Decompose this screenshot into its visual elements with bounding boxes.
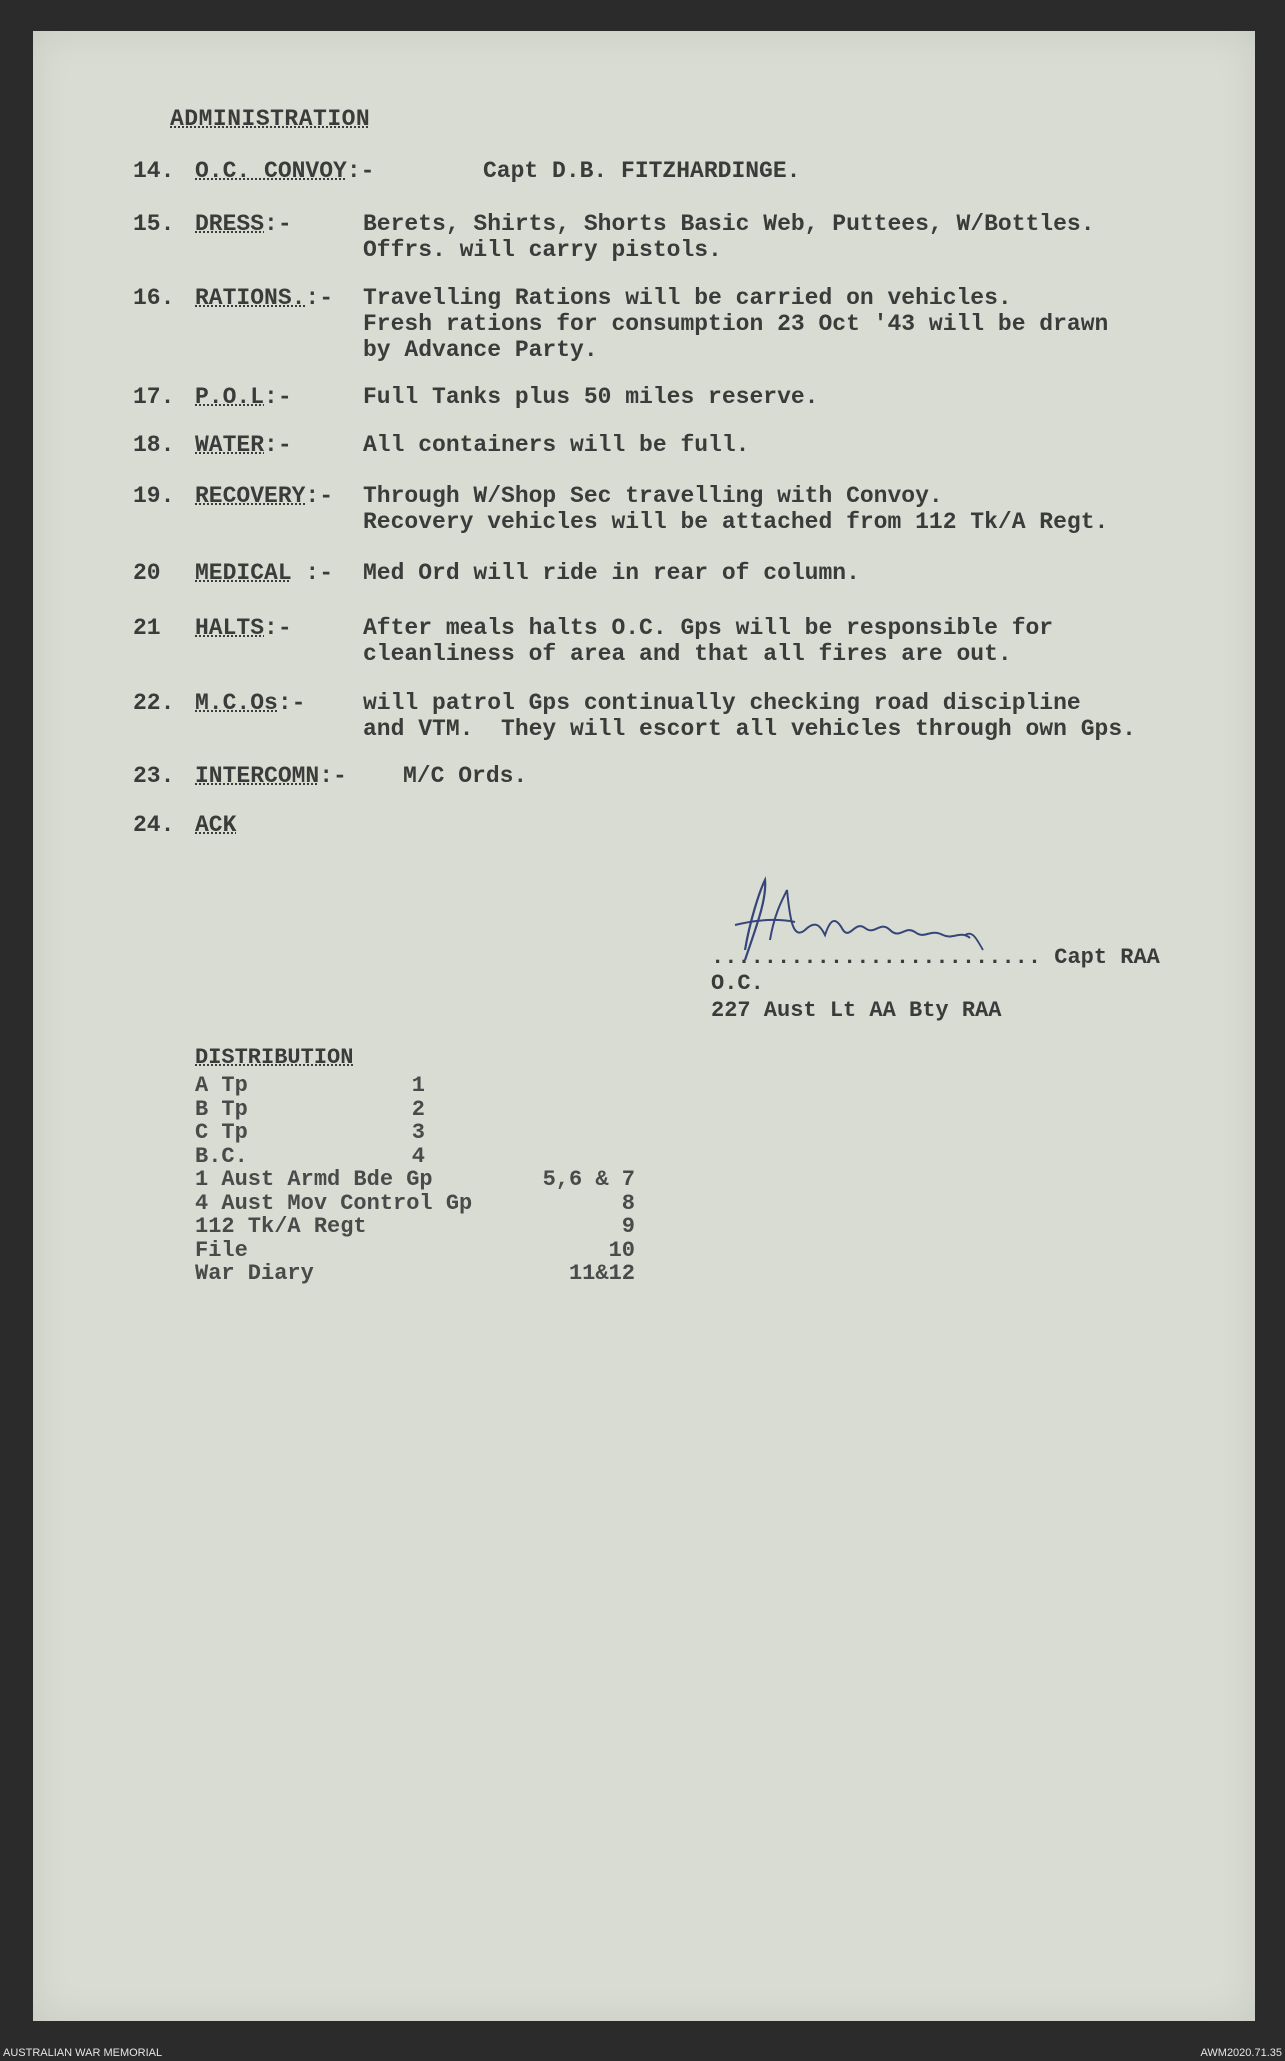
item-text-line: Capt D.B. FITZHARDINGE. [483, 158, 801, 184]
item-label-group [195, 763, 347, 789]
item-text-line: will patrol Gps continually checking road discipline [363, 690, 1081, 716]
distribution-recipient: 112 Tk/A Regt [195, 1214, 367, 1239]
item-label-group [195, 211, 292, 237]
distribution-copy-number: 8 [621, 1190, 635, 1216]
item-text-line: Travelling Rations will be carried on vehicles. [363, 285, 1012, 311]
item-number: 22. [133, 690, 175, 716]
item-label-group [195, 483, 333, 509]
distribution-row [195, 1167, 635, 1192]
item-separator: :- [319, 763, 347, 789]
distribution-copy-number: 10 [608, 1237, 635, 1263]
item-separator: :- [277, 690, 306, 716]
item-text-line: Fresh rations for consumption 23 Oct '43 will be drawn [363, 311, 1109, 337]
distribution-title: DISTRIBUTION [195, 1045, 354, 1070]
distribution-copy-number: 4 [411, 1143, 425, 1169]
item-text [363, 483, 1108, 535]
item-label-group [195, 432, 292, 458]
item-text [363, 690, 1136, 742]
distribution-row [195, 1238, 635, 1263]
section-heading: ADMINISTRATION [170, 106, 371, 132]
item-separator: :- [264, 211, 292, 237]
item-number: 17. [133, 384, 175, 410]
distribution-copy-number: 1 [411, 1073, 425, 1098]
item-text-line: by Advance Party. [363, 337, 598, 363]
item-text-line: All containers will be full. [363, 432, 750, 458]
item-label-group [195, 384, 292, 410]
item-label-group [195, 615, 292, 641]
item-separator: :- [291, 560, 334, 586]
item-text [483, 158, 800, 184]
item-separator: :- [264, 432, 292, 458]
item-text-line: Recovery vehicles will be attached from 112 Tk/A Regt. [363, 509, 1109, 535]
item-label: WATER [195, 432, 265, 458]
item-label: HALTS [195, 615, 265, 641]
distribution-row [195, 1097, 635, 1122]
distribution-row [195, 1261, 635, 1286]
item-text [363, 432, 749, 458]
item-text-line: Offrs. will carry pistols. [363, 237, 722, 263]
distribution-copy-number: 3 [411, 1120, 425, 1145]
distribution-row [195, 1144, 635, 1169]
distribution-row [195, 1073, 635, 1098]
signature-dotted-line: ......................... Capt RAA [711, 945, 1160, 970]
item-number: 24. [133, 812, 175, 838]
item-label-group [195, 285, 333, 311]
item-number: 14. [133, 158, 175, 184]
item-separator: :- [346, 158, 375, 184]
item-text [403, 763, 527, 789]
item-number: 18. [133, 432, 175, 458]
signature-rank: Capt RAA [1054, 945, 1160, 970]
distribution-recipient: 1 Aust Armd Bde Gp [195, 1167, 433, 1192]
item-number: 15. [133, 211, 175, 237]
item-text-line: Through W/Shop Sec travelling with Convoy. [363, 483, 943, 509]
distribution-recipient: B.C. [195, 1143, 248, 1169]
item-text [363, 384, 818, 410]
item-label-group [195, 158, 374, 184]
item-number: 19. [133, 483, 175, 509]
item-number: 21 [133, 615, 161, 641]
item-label: DRESS [195, 211, 265, 237]
distribution-copy-number: 2 [411, 1096, 425, 1122]
item-text-line: Med Ord will ride in rear of column. [363, 560, 860, 586]
distribution-row [195, 1214, 635, 1239]
footer-left: AUSTRALIAN WAR MEMORIAL [3, 2047, 163, 2059]
distribution-copy-number: 11&12 [568, 1261, 635, 1286]
item-text-line: cleanliness of area and that all fires are out. [363, 641, 1012, 667]
distribution-recipient: B Tp [195, 1096, 248, 1122]
distribution-recipient: C Tp [195, 1120, 248, 1145]
distribution-recipient: War Diary [195, 1261, 314, 1286]
item-number: 16. [133, 285, 175, 311]
item-text [363, 285, 1108, 363]
item-number: 23. [133, 763, 175, 789]
footer-right: AWM2020.71.35 [1200, 2047, 1282, 2059]
item-label: O.C. CONVOY [195, 158, 347, 184]
item-number: 20 [133, 560, 161, 586]
item-text [363, 211, 1095, 263]
item-label: RECOVERY [195, 483, 306, 509]
signature-unit: 227 Aust Lt AA Bty RAA [711, 998, 1002, 1023]
item-label-group [195, 690, 305, 716]
signature-role: O.C. [711, 971, 764, 996]
item-label: INTERCOMN [195, 763, 320, 789]
item-label-group [195, 812, 236, 838]
item-text-line: and VTM. They will escort all vehicles through own Gps. [363, 716, 1136, 742]
item-label: MEDICAL [195, 560, 292, 586]
item-label-group [195, 560, 333, 586]
item-label: ACK [195, 812, 237, 838]
item-text [363, 560, 860, 586]
item-text-line: Berets, Shirts, Shorts Basic Web, Puttees, W/Bottles. [363, 211, 1095, 237]
distribution-copy-number: 9 [621, 1214, 635, 1239]
item-text-line: After meals halts O.C. Gps will be responsible for [363, 615, 1054, 641]
distribution-row [195, 1191, 635, 1216]
distribution-row [195, 1120, 635, 1145]
item-text-line: Full Tanks plus 50 miles reserve. [363, 384, 819, 410]
item-separator: :- [305, 483, 334, 509]
distribution-recipient: File [195, 1237, 248, 1263]
item-text [363, 615, 1053, 667]
distribution-recipient: A Tp [195, 1073, 248, 1098]
distribution-recipient: 4 Aust Mov Control Gp [195, 1190, 473, 1216]
item-separator: :- [264, 615, 292, 641]
item-label: M.C.Os [195, 690, 278, 716]
distribution-copy-number: 5,6 & 7 [542, 1167, 635, 1192]
item-label: RATIONS. [195, 285, 306, 311]
item-text-line: M/C Ords. [403, 763, 528, 789]
item-separator: :- [305, 285, 334, 311]
item-label: P.O.L [195, 384, 265, 410]
item-separator: :- [264, 384, 292, 410]
